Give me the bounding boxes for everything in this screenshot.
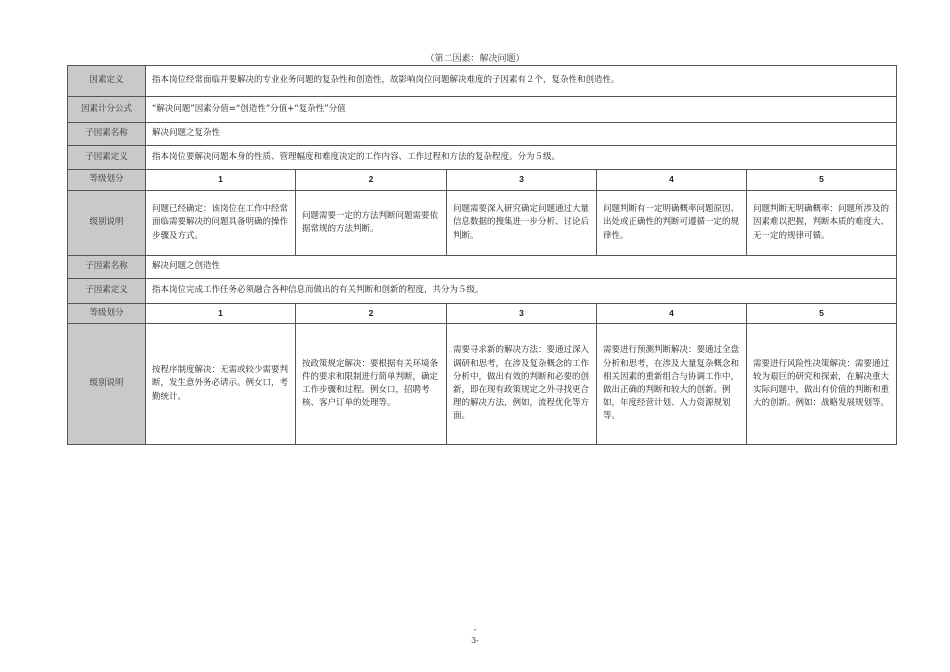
sub1-grade-label: 等级划分 (68, 170, 146, 191)
table-row (68, 191, 897, 256)
table-row (68, 66, 897, 97)
sub1-level-3: 3 (447, 170, 597, 191)
table-row (68, 146, 897, 170)
sub2-level-3: 3 (447, 304, 597, 324)
sub2-level-5: 5 (747, 304, 897, 324)
page-number (0, 624, 950, 646)
sub1-name: 解决问题之复杂性 (146, 123, 897, 146)
table-row (68, 304, 897, 324)
factor-definition-label: 因素定义 (68, 66, 146, 97)
formula-label: 因素计分公式 (68, 97, 146, 123)
sub2-name: 解决问题之创造性 (146, 256, 897, 279)
factor-table (67, 65, 897, 445)
table-caption: （第二因素：解决问题） (425, 54, 525, 64)
sub1-name-label: 子因素名称 (68, 123, 146, 146)
sub2-level-4-description: 需要进行预测判断解决：要通过全盘分析和思考，在涉及大量复杂概念和相关因素的重新组合与协调工作中，做出正确的判断和较大的创新。例如，年度经营计划、人力资源规划等。 (597, 324, 747, 445)
sub1-definition: 指本岗位要解决问题本身的性质、管理幅度和难度决定的工作内容、工作过程和方法的复杂程度。分为５级。 (146, 146, 897, 170)
sub2-level-2: 2 (296, 304, 447, 324)
page-number-dash: - (473, 625, 477, 634)
table-row (68, 256, 897, 279)
sub1-level-4: 4 (597, 170, 747, 191)
formula-text: “解决问题”因素分值=“创造性”分值+“复杂性”分值 (146, 97, 897, 123)
sub1-level-5-description: 问题判断无明确概率：问题所涉及的因素难以把握，判断本质的难度大、无一定的规律可循。 (747, 191, 897, 256)
sub2-level-2-description: 按政策规定解决：要根据有关环境条件的要求和限制进行简单判断，确定工作步骤和过程。例女口，招聘考核、客户订单的处理等。 (296, 324, 447, 445)
table-row (68, 324, 897, 445)
sub2-level-1: 1 (146, 304, 296, 324)
sub1-definition-label: 子因素定义 (68, 146, 146, 170)
sub2-description-label: 级别说明 (68, 324, 146, 445)
sub2-level-4: 4 (597, 304, 747, 324)
sub2-level-5-description: 需要进行风险性决策解决：需要通过较为艰巨的研究和探索，在解决重大实际问题中，做出有价值的判断和重大的创新。例如：战略发展规划等。 (747, 324, 897, 445)
sub2-grade-label: 等级划分 (68, 304, 146, 324)
sub1-level-5: 5 (747, 170, 897, 191)
table-row (68, 279, 897, 304)
sub1-level-1: 1 (146, 170, 296, 191)
table-row (68, 97, 897, 123)
table-row (68, 170, 897, 191)
sub2-definition: 指本岗位完成工作任务必须融合各种信息而做出的有关判断和创新的程度，共分为５级。 (146, 279, 897, 304)
table-row (68, 123, 897, 146)
sub2-name-label: 子因素名称 (68, 256, 146, 279)
sub2-definition-label: 子因素定义 (68, 279, 146, 304)
sub2-level-1-description: 按程序制度解决：无需或较少需要判断，发生意外务必请示。例女口，考勤统计。 (146, 324, 296, 445)
factor-definition-text: 指本岗位经常面临并要解决的专业业务问题的复杂性和创造性，故影响岗位问题解决难度的子因素有２个，复杂性和创造性。 (146, 66, 897, 97)
sub1-level-3-description: 问题需要深入研究确定问题通过大量信息数据的搜集进一步分析、讨论后判断。 (447, 191, 597, 256)
page-number-value: 3- (471, 636, 479, 645)
sub1-level-1-description: 问题已经确定：该岗位在工作中经常面临需要解决的问题具备明确的操作步骤及方式。 (146, 191, 296, 256)
sub1-level-4-description: 问题判断有一定明确概率问题原因、出处或正确性的判断可遵循一定的规律性。 (597, 191, 747, 256)
sub1-level-2-description: 问题需要一定的方法判断问题需要依据常规的方法判断。 (296, 191, 447, 256)
sub2-level-3-description: 需要寻求新的解决方法：要通过深入调研和思考，在涉及复杂概念的工作分析中，做出有效的判断和必要的创新，即在现有政策规定之外寻找更合理的解决方法，例如，流程优化等方面。 (447, 324, 597, 445)
sub1-description-label: 级别说明 (68, 191, 146, 256)
sub1-level-2: 2 (296, 170, 447, 191)
